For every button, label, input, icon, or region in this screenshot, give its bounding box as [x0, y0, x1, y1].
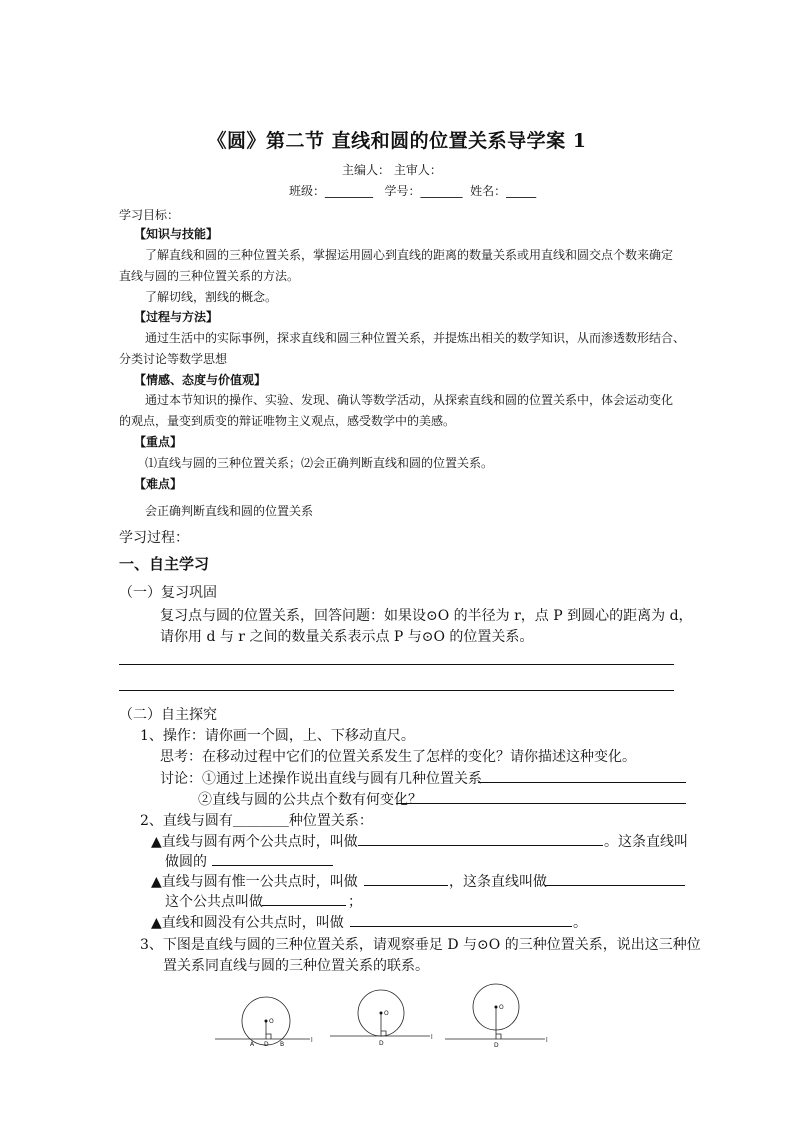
point-a-label: A [250, 1041, 255, 1048]
knowledge-text: 直线与圆的三种位置关系的方法。 [119, 269, 300, 283]
knowledge-text: 了解直线和圆的三种位置关系，掌握运用圆心到直线的距离的数量关系或用直线和圆交点个数来确定 [145, 248, 674, 262]
answer-line[interactable] [212, 865, 333, 866]
review-text: 复习点与圆的位置关系，回答问题：如果设⊙O 的半径为 r，点 P 到圆心的距离为 d， [160, 608, 693, 624]
process-heading: 学习过程： [119, 530, 189, 546]
case1-text: ▲直线与圆有两个公共点时，叫做 [151, 834, 358, 850]
section-self-study: 一、自主学习 [119, 555, 210, 573]
number-label: 学号： [384, 184, 421, 198]
foot-label: D [264, 1041, 269, 1048]
key-text: ⑴直线与圆的三种位置关系；⑵会正确判断直线和圆的位置关系。 [145, 456, 494, 470]
answer-line[interactable] [350, 926, 572, 927]
center-point [265, 1020, 268, 1023]
process-title: 【过程与方法】 [134, 310, 219, 324]
case3-text: 。 [573, 915, 587, 931]
item3-text: 3、下图是直线与圆的三种位置关系，请观察垂足 D 与⊙O 的三种位置关系，说出这三种位 [140, 937, 701, 953]
center-point [380, 1012, 383, 1015]
case2-text: 这个公共点叫做 [165, 894, 263, 910]
case2-text: ； [348, 894, 362, 910]
line-label: l [431, 1034, 433, 1041]
right-angle-mark [496, 1034, 501, 1039]
case2-text: ▲直线与圆有惟一公共点时，叫做 [151, 874, 358, 890]
answer-line[interactable] [358, 845, 603, 846]
center-label: O [384, 1010, 389, 1017]
class-label: 班级： [289, 184, 326, 198]
name-blank[interactable]: _____ [506, 184, 537, 198]
answer-line[interactable] [262, 905, 346, 906]
name-label: 姓名： [470, 184, 507, 198]
answer-line[interactable] [119, 664, 674, 665]
foot-label: D [379, 1040, 384, 1047]
discuss1-text: 讨论：①通过上述操作说出直线与圆有几种位置关系 [160, 771, 482, 787]
answer-line[interactable] [119, 690, 674, 691]
number-blank[interactable]: _______ [420, 184, 463, 198]
knowledge-text: 了解切线，割线的概念。 [145, 290, 278, 304]
answer-line[interactable] [396, 803, 686, 804]
item3-text: 置关系同直线与圆的三种位置关系的联系。 [163, 958, 429, 974]
item2-text: 2、直线与圆有＿＿＿＿种位置关系： [140, 813, 373, 829]
difficult-text: 会正确判断直线和圆的位置关系 [145, 504, 314, 518]
point-b-label: B [280, 1041, 285, 1048]
process-text: 分类讨论等数学思想 [119, 352, 228, 366]
editors-line: 主编人： 主审人： [342, 163, 442, 177]
line-label: l [546, 1037, 548, 1044]
answer-line[interactable] [364, 885, 448, 886]
student-info [289, 182, 536, 199]
foot-label: D [494, 1042, 499, 1049]
case3-text: ▲直线和圆没有公共点时，叫做 [151, 915, 344, 931]
item1-text: 1、操作：请你画一个圆，上、下移动直尺。 [140, 728, 415, 744]
explore-title: （二）自主探究 [119, 707, 217, 723]
center-label: O [499, 1004, 504, 1011]
emotion-text: 通过本节知识的操作、实验、发现、确认等数学活动，从探索直线和圆的位置关系中，体会运动变化 [145, 393, 674, 407]
goals-heading: 学习目标： [119, 208, 180, 222]
case1-text: 。这条直线叫 [604, 834, 688, 850]
center-point [495, 1006, 498, 1009]
think-text: 思考：在移动过程中它们的位置关系发生了怎样的变化？请你描述这种变化。 [160, 749, 636, 765]
review-text: 请你用 d 与 r 之间的数量关系表示点 P 与⊙O 的位置关系。 [160, 629, 534, 645]
review-title: （一）复习巩固 [119, 585, 217, 601]
case2-text: ，这条直线叫做 [449, 874, 547, 890]
case1-text: 做圆的 [165, 854, 207, 870]
answer-line[interactable] [545, 885, 685, 886]
line-label: l [311, 1037, 313, 1044]
answer-line[interactable] [478, 782, 686, 783]
center-label: O [269, 1018, 274, 1025]
class-blank[interactable]: ________ [325, 184, 374, 198]
line-circle-figures [0, 975, 794, 1065]
emotion-title: 【情感、态度与价值观】 [134, 373, 267, 387]
emotion-text: 的观点，量变到质变的辩证唯物主义观点，感受数学中的美感。 [119, 414, 456, 428]
difficult-title: 【难点】 [134, 477, 183, 491]
right-angle-mark [266, 1034, 271, 1039]
process-text: 通过生活中的实际事例，探求直线和圆三种位置关系，并提炼出相关的数学知识，从而渗透数形结合、 [145, 331, 686, 345]
discuss2-text: ②直线与圆的公共点个数有何变化？ [198, 792, 422, 808]
key-title: 【重点】 [134, 435, 183, 449]
page-title: 《圆》第二节 直线和圆的位置关系导学案 1 [207, 130, 587, 152]
knowledge-title: 【知识与技能】 [134, 227, 219, 241]
